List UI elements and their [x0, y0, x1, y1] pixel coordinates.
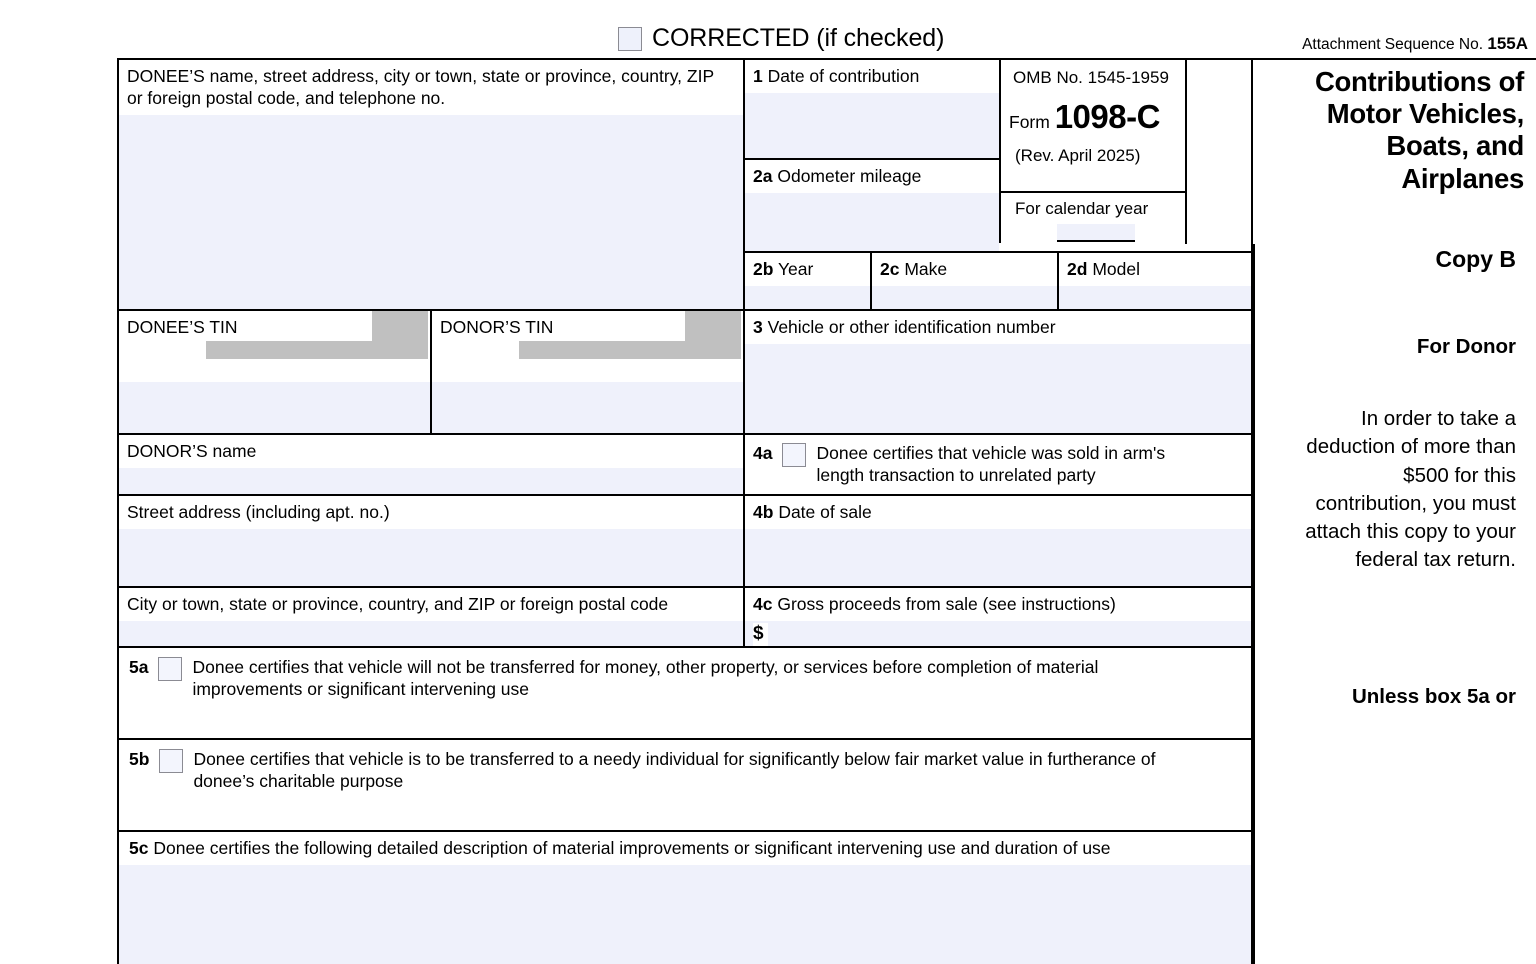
box-1-label-text: Date of contribution	[767, 66, 920, 86]
box-2a-label	[745, 160, 999, 193]
box-5c-description[interactable]	[117, 830, 1253, 964]
box-5a-label	[119, 648, 1253, 706]
box-5c-number: 5c	[129, 838, 149, 858]
box-4b-label	[745, 496, 1253, 529]
box-4a-text-line-1: Donee certifies that vehicle was sold in arm's	[816, 443, 1166, 463]
form-title-box	[1185, 58, 1536, 244]
donee-tin-input[interactable]	[119, 382, 430, 433]
form-title	[1194, 66, 1524, 195]
box-2d-label	[1059, 253, 1253, 286]
box-1-label	[745, 60, 999, 93]
box-3-input[interactable]	[745, 344, 1253, 433]
box-5b-text	[193, 749, 1155, 793]
box-2d-number: 2d	[1067, 259, 1088, 279]
box-4c-label-text: Gross proceeds from sale (see instructions)	[777, 594, 1116, 614]
box-2a-number: 2a	[753, 166, 773, 186]
box-4a-text-line-2: length transaction to unrelated party	[816, 464, 1096, 485]
for-donor-label: For Donor	[1416, 335, 1516, 358]
calendar-year-label: For calendar year	[1015, 199, 1149, 218]
box-1-input[interactable]	[745, 93, 999, 158]
box-4c-number: 4c	[753, 594, 773, 614]
box-5b-text-line-1: Donee certifies that vehicle is to be transferred to a needy individual for significantly below fair market value in furtherance of	[193, 749, 1156, 769]
box-5a-text-line-1: Donee certifies that vehicle will not be transferred for money, other property, or services before completion of material	[192, 657, 1099, 677]
box-5a-text	[192, 657, 1098, 701]
donor-name-cell[interactable]	[117, 433, 743, 494]
donor-name-label: DONOR’S name	[119, 435, 743, 468]
box-2a-label-text: Odometer mileage	[777, 166, 922, 186]
donor-street-label: Street address (including apt. no.)	[119, 496, 743, 529]
form-title-line-2: Motor Vehicles,	[1326, 98, 1524, 130]
form-word: Form	[1009, 112, 1050, 132]
donor-name-input[interactable]	[119, 468, 743, 494]
donee-tin-redaction-bar	[206, 341, 428, 359]
box-1-date-of-contribution[interactable]	[743, 58, 999, 158]
box-5b-certification[interactable]	[117, 738, 1253, 830]
calendar-year-block[interactable]	[999, 191, 1185, 243]
donor-tin-input[interactable]	[432, 382, 743, 433]
box-5a-certification[interactable]	[117, 646, 1253, 738]
donee-address-label-line-1: DONEE’S name, street address, city or town, state or province, country, ZIP	[127, 66, 715, 86]
donor-street-input[interactable]	[119, 529, 743, 586]
donee-address-cell[interactable]	[117, 58, 743, 309]
form-right-border	[1251, 58, 1253, 964]
box-4c-label	[745, 588, 1253, 621]
box-5b-text-line-2: donee’s charitable purpose	[193, 770, 404, 791]
form-title-line-4: Airplanes	[1401, 162, 1524, 194]
form-title-line-1: Contributions of	[1314, 66, 1524, 97]
box-5a-number: 5a	[129, 657, 149, 677]
box-5b-label	[119, 740, 1253, 798]
box-3-vehicle-identification-number[interactable]	[743, 309, 1253, 433]
box-5c-input[interactable]	[119, 865, 1253, 964]
box-2d-model[interactable]	[1057, 251, 1253, 309]
box-4a-arms-length-certification[interactable]	[743, 433, 1253, 494]
box-4b-date-of-sale[interactable]	[743, 494, 1253, 586]
omb-number: OMB No. 1545-1959	[1013, 68, 1169, 87]
donor-city-label: City or town, state or province, country, and ZIP or foreign postal code	[119, 588, 743, 621]
box-4c-amount-row[interactable]	[745, 621, 1253, 646]
unless-box-note: Unless box 5a or	[1351, 685, 1516, 708]
box-2b-input[interactable]	[745, 286, 870, 309]
box-4b-input[interactable]	[745, 529, 1253, 586]
box-5b-checkbox[interactable]	[159, 749, 183, 773]
donor-street-address-cell[interactable]	[117, 494, 743, 586]
attachment-sequence-prefix: Attachment Sequence No.	[1302, 36, 1488, 53]
copy-b-label: Copy B	[1435, 246, 1516, 272]
box-2c-input[interactable]	[872, 286, 1057, 309]
form-number: 1098-C	[1054, 98, 1160, 135]
box-5a-checkbox[interactable]	[158, 657, 182, 681]
box-4a-label	[745, 435, 1253, 492]
box-5b-number: 5b	[129, 749, 150, 769]
box-4a-text	[816, 443, 1165, 487]
donee-address-label	[119, 60, 743, 115]
omb-form-block	[999, 58, 1185, 191]
donor-city-cell[interactable]	[117, 586, 743, 646]
box-4b-label-text: Date of sale	[778, 502, 872, 522]
box-4b-number: 4b	[753, 502, 774, 522]
box-2d-label-text: Model	[1092, 259, 1140, 279]
donee-address-input[interactable]	[119, 115, 743, 309]
box-5a-text-line-2: improvements or significant intervening use	[192, 678, 530, 699]
donee-tin-label: DONEE’S TIN	[119, 311, 430, 382]
box-3-number: 3	[753, 317, 763, 337]
box-3-label	[745, 311, 1253, 344]
form-number-row	[1001, 88, 1185, 136]
box-5c-label	[119, 832, 1253, 865]
attachment-sequence-number: 155A	[1487, 34, 1528, 53]
donor-city-input[interactable]	[119, 621, 743, 646]
donee-address-label-line-2: or foreign postal code, and telephone no.	[127, 87, 446, 108]
box-5c-label-text: Donee certifies the following detailed description of material improvements or significant intervening use and duration of use	[153, 838, 1111, 858]
attachment-sequence	[1302, 34, 1528, 54]
box-2c-label	[872, 253, 1057, 286]
box-4c-gross-proceeds[interactable]	[743, 586, 1253, 646]
box-4a-checkbox[interactable]	[782, 443, 806, 467]
box-2b-number: 2b	[753, 259, 774, 279]
box-2d-input[interactable]	[1059, 286, 1253, 309]
box-2a-input[interactable]	[745, 193, 999, 251]
box-3-label-text: Vehicle or other identification number	[767, 317, 1056, 337]
box-2a-odometer-mileage[interactable]	[743, 158, 999, 251]
form-title-line-3: Boats, and	[1386, 130, 1524, 162]
box-2b-year[interactable]	[743, 251, 870, 309]
donor-instruction-text: In order to take a deduction of more than $500 for this contribution, you must attach this copy to your federal tax return.	[1305, 407, 1516, 572]
donor-tin-label: DONOR’S TIN	[432, 311, 743, 382]
box-4a-number: 4a	[753, 443, 773, 463]
calendar-year-input[interactable]	[1057, 224, 1135, 242]
box-4c-currency-symbol: $	[753, 623, 768, 646]
corrected-label: CORRECTED (if checked)	[652, 24, 945, 52]
box-2c-make[interactable]	[870, 251, 1057, 309]
corrected-checkbox[interactable]	[618, 27, 642, 51]
form-revision-date: (Rev. April 2025)	[1015, 146, 1141, 165]
box-2b-label-text: Year	[777, 259, 814, 279]
corrected-strip	[0, 0, 1536, 58]
box-2c-label-text: Make	[904, 259, 948, 279]
donor-tin-redaction-bar	[519, 341, 741, 359]
box-2c-number: 2c	[880, 259, 900, 279]
box-1-number: 1	[753, 66, 763, 86]
box-2b-label	[745, 253, 870, 286]
corrected-checkbox-group[interactable]	[618, 26, 944, 51]
